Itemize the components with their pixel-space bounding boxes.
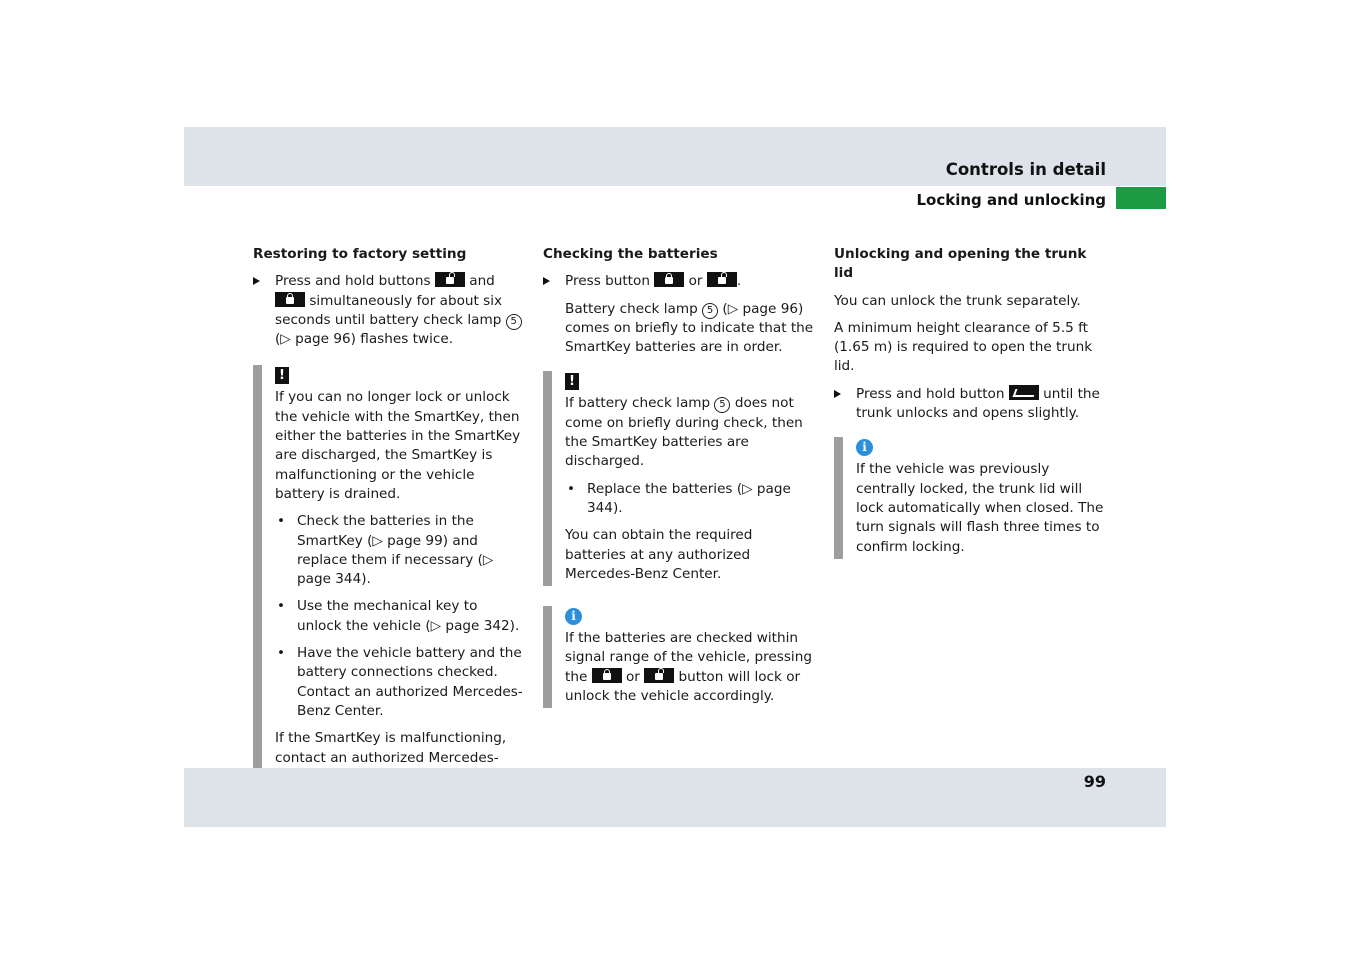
- info-note-batteries: [543, 606, 815, 708]
- list-item: • Use the mechanical key to unlock the vehicle (▷ page 342).: [275, 597, 525, 636]
- unlock-button-icon: [644, 668, 674, 683]
- chapter-title: Controls in detail: [945, 160, 1106, 179]
- list-item: • Replace the batteries (▷ page 344).: [565, 480, 815, 519]
- step-arrow-icon: [834, 390, 841, 398]
- section-title: Locking and unlocking: [916, 191, 1106, 209]
- step-hold-trunk-button: Press and hold button until the trunk unlocks and opens slightly.: [834, 385, 1110, 424]
- note-bar: [543, 371, 552, 586]
- step-arrow-icon: [253, 277, 260, 285]
- step-arrow-icon: [543, 277, 550, 285]
- warning-note-smartkey: [253, 365, 525, 791]
- warning-note-batteries: [543, 371, 815, 586]
- lock-button-icon: [592, 668, 622, 683]
- warning-icon: !: [275, 367, 289, 384]
- warning-text: If you can no longer lock or unlock the vehicle with the SmartKey, then either the batteries in the SmartKey are discharged, the SmartKey is malfunctioning or the vehicle battery is drained.: [275, 389, 521, 502]
- warning-text: If battery check lamp 5 does not come on briefly during check, then the SmartKey batteries are discharged.: [565, 395, 803, 470]
- lock-button-icon: [275, 292, 305, 307]
- unlock-button-icon: [707, 272, 737, 287]
- heading-checking-batteries: Checking the batteries: [543, 246, 718, 262]
- info-icon: i: [856, 439, 873, 456]
- section-tab-marker: [1116, 187, 1166, 209]
- info-text: If the batteries are checked within signal range of the vehicle, pressing the or button will lock or unlock the vehicle accordingly.: [565, 630, 812, 705]
- info-note-trunk: [834, 437, 1110, 558]
- heading-factory-setting: Restoring to factory setting: [253, 246, 467, 262]
- column-checking-batteries: [543, 245, 815, 722]
- lamp-number-badge: 5: [702, 303, 718, 319]
- list-item: • Check the batteries in the SmartKey (▷ page 99) and replace them if necessary (▷ page 344).: [275, 512, 525, 589]
- info-icon: i: [565, 608, 582, 625]
- column-trunk-lid: [834, 245, 1110, 573]
- heading-trunk-lid: Unlocking and opening the trunk lid: [834, 246, 1087, 282]
- warning-footer: You can obtain the required batteries at any authorized Mercedes-Benz Center.: [565, 527, 753, 582]
- column-factory-setting: [253, 245, 525, 805]
- trunk-button-icon: [1009, 385, 1039, 400]
- lamp-number-badge: 5: [714, 397, 730, 413]
- unlock-button-icon: [435, 272, 465, 287]
- note-bar: [834, 437, 843, 558]
- footer-band: [184, 768, 1166, 827]
- note-bar: [253, 365, 262, 791]
- note-bar: [543, 606, 552, 708]
- step-press-button: Press button or .: [543, 272, 815, 291]
- list-item: • Have the vehicle battery and the battery connections checked. Contact an authorized Mercedes-Benz Center.: [275, 644, 525, 721]
- warning-footer: If the SmartKey is malfunctioning, contact an authorized Mercedes-: [275, 730, 507, 766]
- step-hold-buttons: Press and hold buttons and simultaneously for about six seconds until battery check lamp 5 (▷ page 96) flashes twice.: [253, 272, 525, 349]
- info-text: If the vehicle was previously centrally locked, the trunk lid will lock automatically when closed. The turn signals will flash three times to confirm locking.: [856, 461, 1104, 555]
- trunk-text-2: A minimum height clearance of 5.5 ft (1.65 m) is required to open the trunk lid.: [834, 319, 1093, 375]
- lamp-number-badge: 5: [506, 314, 522, 330]
- page-number: 99: [1083, 772, 1106, 791]
- warning-icon: !: [565, 373, 579, 390]
- trunk-text-1: You can unlock the trunk separately.: [834, 292, 1081, 309]
- battery-check-text: Battery check lamp 5 (▷ page 96) comes on briefly to indicate that the SmartKey batteries are in order.: [565, 300, 814, 356]
- lock-button-icon: [654, 272, 684, 287]
